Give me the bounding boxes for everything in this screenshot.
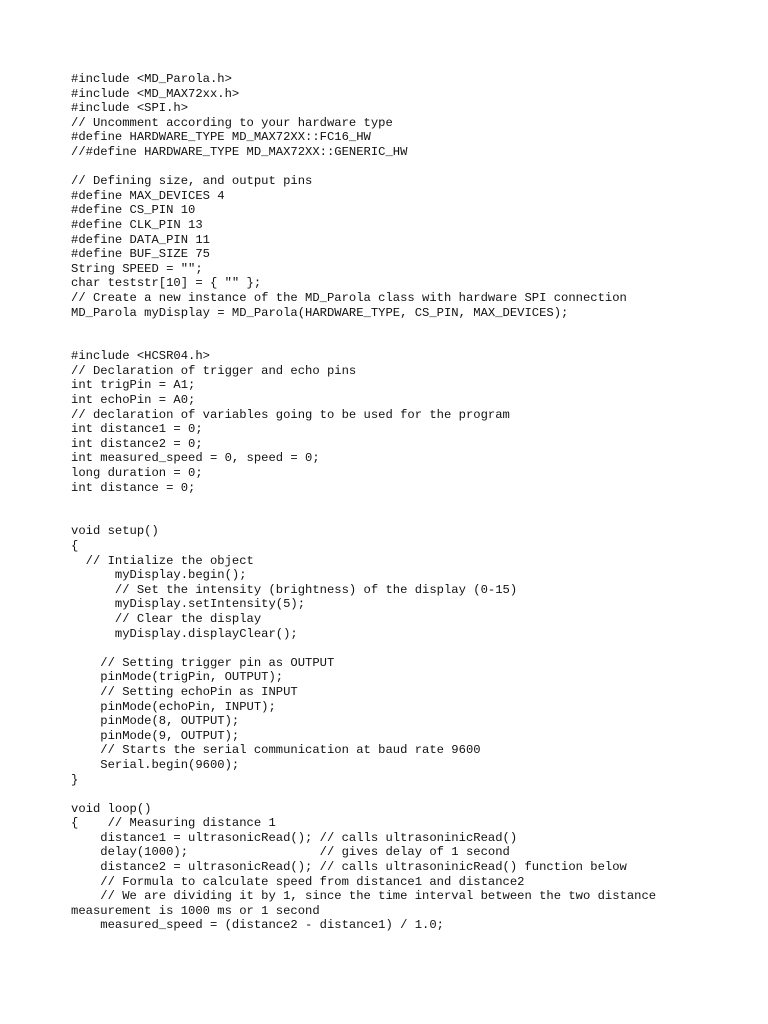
code-line: #define CS_PIN 10 <box>71 203 196 218</box>
code-line <box>71 787 711 802</box>
code-line: myDisplay.displayClear(); <box>71 626 298 641</box>
code-line: // Clear the display <box>71 611 262 626</box>
code-line: // Starts the serial communication at baud rate 9600 <box>71 743 481 758</box>
code-line: // declaration of variables going to be used for the program <box>71 407 510 422</box>
code-line: char teststr[10] = { "" }; <box>71 276 262 291</box>
code-line: // We are dividing it by 1, since the time interval between the two distance <box>71 889 657 904</box>
code-line <box>71 641 711 656</box>
code-line: // Create a new instance of the MD_Parola class with hardware SPI connection <box>71 290 627 305</box>
code-line: Serial.begin(9600); <box>71 757 240 772</box>
code-line <box>71 320 711 335</box>
code-line: int trigPin = A1; <box>71 378 196 393</box>
code-line: pinMode(9, OUTPUT); <box>71 728 240 743</box>
code-line: MD_Parola myDisplay = MD_Parola(HARDWARE_TYPE, CS_PIN, MAX_DEVICES); <box>71 305 569 320</box>
code-line: String SPEED = ""; <box>71 261 203 276</box>
code-line: distance1 = ultrasonicRead(); // calls ultrasoninicRead() <box>71 830 518 845</box>
code-line: measurement is 1000 ms or 1 second <box>71 903 320 918</box>
code-line: // Setting echoPin as INPUT <box>71 684 298 699</box>
code-block <box>71 72 711 933</box>
code-line: { <box>71 539 79 553</box>
code-line: pinMode(trigPin, OUTPUT); <box>71 670 284 685</box>
code-line: // Formula to calculate speed from distance1 and distance2 <box>71 874 525 889</box>
code-line: //#define HARDWARE_TYPE MD_MAX72XX::GENERIC_HW <box>71 144 408 159</box>
code-line: measured_speed = (distance2 - distance1) / 1.0; <box>71 918 444 933</box>
code-line: long duration = 0; <box>71 466 203 481</box>
code-line: #define BUF_SIZE 75 <box>71 247 210 262</box>
code-line: // Uncomment according to your hardware type <box>71 115 393 130</box>
code-line: // Declaration of trigger and echo pins <box>71 363 357 378</box>
code-line: #define DATA_PIN 11 <box>71 232 210 247</box>
code-line: pinMode(echoPin, INPUT); <box>71 699 276 714</box>
code-line: #define HARDWARE_TYPE MD_MAX72XX::FC16_HW <box>71 130 371 145</box>
code-line: // Intialize the object <box>71 553 254 568</box>
code-line: delay(1000); // gives delay of 1 second <box>71 845 510 860</box>
code-line <box>71 510 711 525</box>
code-line <box>71 160 711 175</box>
code-line: int distance = 0; <box>71 480 196 495</box>
code-line: #include <MD_MAX72xx.h> <box>71 86 240 101</box>
code-line: void setup() <box>71 524 159 539</box>
code-line: int measured_speed = 0, speed = 0; <box>71 451 320 466</box>
code-line: // Setting trigger pin as OUTPUT <box>71 655 335 670</box>
code-line: pinMode(8, OUTPUT); <box>71 714 240 729</box>
code-line: #include <HCSR04.h> <box>71 349 210 364</box>
code-line: void loop() <box>71 801 152 816</box>
code-line: } <box>71 772 79 787</box>
code-line <box>71 495 711 510</box>
code-line: myDisplay.setIntensity(5); <box>71 597 306 612</box>
code-line: #include <SPI.h> <box>71 101 189 116</box>
code-line: int distance2 = 0; <box>71 436 203 451</box>
code-line <box>71 335 711 350</box>
code-line: #define CLK_PIN 13 <box>71 217 203 232</box>
code-line: int echoPin = A0; <box>71 393 196 408</box>
code-line: myDisplay.begin(); <box>71 568 247 583</box>
code-line: int distance1 = 0; <box>71 422 203 437</box>
code-line: // Defining size, and output pins <box>71 174 313 189</box>
code-line: // Set the intensity (brightness) of the display (0-15) <box>71 582 518 597</box>
code-line: { // Measuring distance 1 <box>71 816 276 831</box>
code-line: distance2 = ultrasonicRead(); // calls ultrasoninicRead() function below <box>71 860 627 875</box>
code-line: #include <MD_Parola.h> <box>71 72 232 86</box>
code-line: #define MAX_DEVICES 4 <box>71 188 225 203</box>
